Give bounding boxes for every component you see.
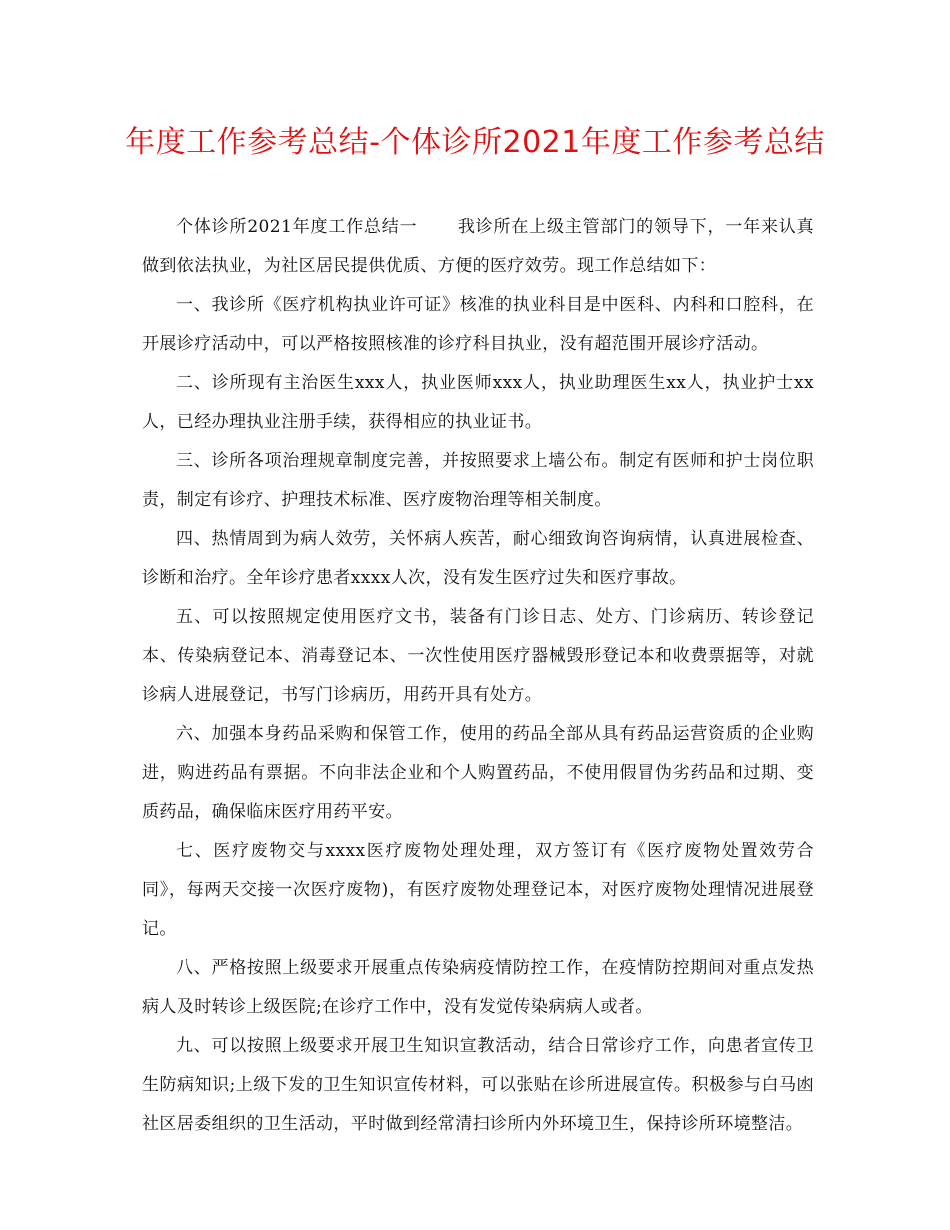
paragraph-7: 七、医疗废物交与xxxx医疗废物处理处理，双方签订有《医疗废物处置效劳合同》，每两天交接一次医疗废物)，有医疗废物处理登记本，对医疗废物处理情况进展登记。 [142, 841, 814, 939]
document-title: 年度工作参考总结-个体诊所2021年度工作参考总结 [125, 125, 825, 160]
paragraph-2: 二、诊所现有主治医生xxx人，执业医师xxx人，执业助理医生xx人，执业护士xx人，已经办理执业注册手续，获得相应的执业证书。 [142, 373, 814, 432]
intro-text: 我诊所在上级主管部门的领导下，一年来认真做到依法执业，为社区居民提供优质、方便的医疗效劳。现工作总结如下： [142, 217, 815, 276]
paragraph-3: 三、诊所各项治理规章制度完善，并按照要求上墙公布。制定有医师和护士岗位职责，制定有诊疗、护理技术标准、医疗废物治理等相关制度。 [142, 451, 814, 510]
paragraph-6: 六、加强本身药品采购和保管工作，使用的药品全部从具有药品运营资质的企业购进，购进药品有票据。不向非法企业和个人购置药品，不使用假冒伪劣药品和过期、变质药品，确保临床医疗用药平安。 [142, 724, 814, 822]
document-body [142, 208, 814, 1144]
paragraph-4: 四、热情周到为病人效劳，关怀病人疾苦，耐心细致询咨询病情，认真进展检查、诊断和治疗。全年诊疗患者xxxx人次，没有发生医疗过失和医疗事故。 [142, 529, 814, 588]
intro-paragraph [142, 208, 814, 286]
paragraph-9: 九、可以按照上级要求开展卫生知识宣教活动，结合日常诊疗工作，向患者宣传卫生防病知识;上级下发的卫生知识宣传材料，可以张贴在诊所进展宣传。积极参与白马凼社区居委组织的卫生活动，平时做到经常清扫诊所内外环境卫生，保持诊所环境整洁。 [142, 1036, 814, 1134]
paragraph-5: 五、可以按照规定使用医疗文书，装备有门诊日志、处方、门诊病历、转诊登记本、传染病登记本、消毒登记本、一次性使用医疗器械毁形登记本和收费票据等，对就诊病人进展登记，书写门诊病历，用药开具有处方。 [142, 607, 814, 705]
paragraph-8: 八、严格按照上级要求开展重点传染病疫情防控工作，在疫情防控期间对重点发热病人及时转诊上级医院;在诊疗工作中，没有发觉传染病病人或者。 [142, 958, 814, 1017]
intro-heading: 个体诊所2021年度工作总结一 [176, 217, 418, 237]
paragraph-1: 一、我诊所《医疗机构执业许可证》核准的执业科目是中医科、内科和口腔科，在开展诊疗活动中，可以严格按照核准的诊疗科目执业，没有超范围开展诊疗活动。 [142, 295, 814, 354]
